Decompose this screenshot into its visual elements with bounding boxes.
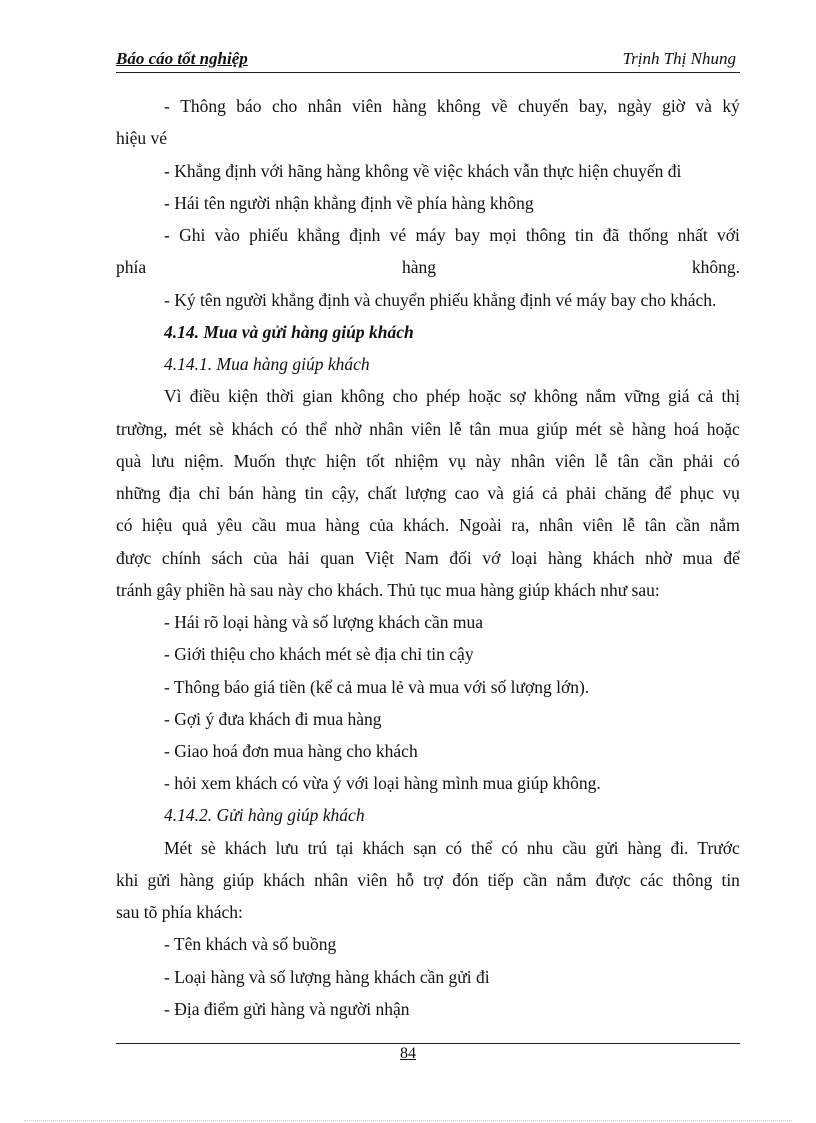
list-item: - Giao hoá đơn mua hàng cho khách: [164, 741, 418, 761]
word: hoặc: [706, 419, 740, 439]
word: nắm: [709, 515, 740, 535]
word: mọi: [489, 225, 517, 245]
word: -: [164, 96, 170, 116]
text-line: [116, 512, 740, 538]
word: sạn: [413, 838, 437, 858]
word: chăng: [604, 483, 647, 503]
list-item: - hỏi xem khách có vừa ý với loại hàng mình mua giúp không.: [164, 773, 601, 793]
word: được: [116, 548, 152, 568]
word: viên: [352, 96, 383, 116]
word: gửi: [147, 870, 171, 890]
text-line: tránh gây phiền hà sau này cho khách. Thủ tục mua hàng giúp khách như sau:: [116, 580, 660, 600]
word: ký: [722, 96, 740, 116]
word: có: [281, 419, 298, 439]
word: trường,: [116, 419, 168, 439]
word: gửi: [595, 838, 619, 858]
list-item: - Thông báo giá tiền (kể cả mua lẻ và mua với số lượng lớn).: [164, 677, 590, 697]
word: mét: [575, 419, 602, 439]
word: vớ: [482, 548, 501, 568]
word: hàng: [325, 515, 360, 535]
word: gian: [302, 386, 333, 406]
word: nhiệm: [394, 451, 439, 471]
word: thể: [471, 838, 493, 858]
word: Ghi: [179, 225, 206, 245]
word: chất: [367, 483, 397, 503]
word: bán: [228, 483, 254, 503]
word: phục: [679, 483, 714, 503]
list-item: - Giới thiệu cho khách mét sè địa chỉ tin cậy: [164, 644, 474, 664]
list-item: - Loại hàng và số lượng hàng khách cần gửi đi: [164, 967, 490, 987]
word: lễ: [622, 515, 636, 535]
word: ra,: [511, 515, 530, 535]
word: thời: [266, 386, 295, 406]
word: hàng: [631, 419, 666, 439]
word: nhân: [510, 451, 546, 471]
word: điều: [189, 386, 220, 406]
subsection-heading: 4.14.2. Gửi hàng giúp khách: [164, 805, 365, 825]
word: bay: [454, 225, 481, 245]
word: chuyến: [517, 96, 569, 116]
word: tân: [644, 515, 667, 535]
word: hoặc: [468, 386, 502, 406]
word: tốt: [366, 451, 385, 471]
word: mua: [682, 548, 713, 568]
word: sè: [609, 419, 625, 439]
word: giá: [668, 386, 690, 406]
section-heading: 4.14. Mua và gửi hàng giúp khách: [164, 322, 414, 342]
word: viên: [411, 419, 442, 439]
word: viên: [554, 451, 586, 471]
word: nhân: [538, 515, 574, 535]
word: cho: [271, 96, 298, 116]
text-line: [116, 867, 740, 893]
word: khách: [592, 548, 635, 568]
word: khách: [362, 838, 405, 858]
footer-rule: [116, 1043, 740, 1044]
word: cả: [697, 386, 714, 406]
list-item: - Địa điểm gửi hàng và người nhận: [164, 999, 410, 1019]
word: vững: [624, 386, 660, 406]
header-title: Báo cáo tốt nghiệp: [116, 49, 248, 68]
header-author: Trịnh Thị Nhung: [622, 49, 736, 68]
word: tin: [721, 870, 740, 890]
word: hỗ: [396, 870, 414, 890]
word: cần: [675, 515, 701, 535]
list-item: - Hái rõ loại hàng và số lượng khách cần mua: [164, 612, 484, 632]
word: phép: [426, 386, 461, 406]
word: nhờ: [334, 419, 362, 439]
word: thị: [721, 386, 740, 406]
word: hàng: [179, 870, 214, 890]
word: -: [164, 225, 170, 245]
word: định: [349, 225, 381, 245]
word: quả: [181, 515, 208, 535]
page-edge-divider: [24, 1120, 792, 1121]
word: có: [116, 515, 133, 535]
word: sè: [201, 838, 216, 858]
word: phải: [683, 451, 714, 471]
page-header: [116, 46, 740, 73]
word: phiếu: [249, 225, 288, 245]
text-line: [116, 480, 740, 506]
text-line: hiệu vé: [116, 128, 168, 148]
word: địa: [168, 483, 191, 503]
word: có: [723, 451, 740, 471]
word: giúp: [222, 870, 255, 890]
word: lễ: [595, 451, 608, 471]
word: tại: [335, 838, 354, 858]
word: đón: [452, 870, 479, 890]
word: không: [533, 386, 578, 406]
word: thông: [525, 225, 566, 245]
list-item: - Gợi ý đưa khách đi mua hàng: [164, 709, 382, 729]
word: hàng: [627, 838, 662, 858]
word: với: [717, 225, 740, 245]
word: về: [491, 96, 508, 116]
word: Việt: [364, 548, 395, 568]
word: tân: [617, 451, 639, 471]
text-line: sau tõ phía khách:: [116, 902, 243, 922]
word: khách: [231, 419, 274, 439]
word: nhất: [677, 225, 708, 245]
word: hàng: [262, 483, 297, 503]
word: hàng: [401, 257, 437, 277]
word: cần: [648, 451, 674, 471]
word: Thông: [180, 96, 226, 116]
word: sè: [209, 419, 224, 439]
word: và: [695, 96, 712, 116]
word: mua: [498, 419, 529, 439]
word: ngày: [617, 96, 652, 116]
word: trú: [307, 838, 328, 858]
word: yêu: [216, 515, 243, 535]
word: mua: [285, 515, 316, 535]
word: những: [116, 483, 161, 503]
word: và: [487, 483, 504, 503]
word: để: [654, 483, 672, 503]
word: Muốn: [233, 451, 276, 471]
word: phải: [566, 483, 597, 503]
word: khi: [116, 870, 139, 890]
word: hiệu: [142, 515, 173, 535]
word: cậy,: [331, 483, 360, 503]
word: Trước: [697, 838, 740, 858]
word: máy: [415, 225, 446, 245]
word: đối: [449, 548, 472, 568]
word: lưu: [151, 451, 175, 471]
word: hàng: [547, 548, 582, 568]
word: thống: [628, 225, 669, 245]
text-line: - Hái tên người nhận khẳng định về phía hàng không: [164, 193, 534, 213]
word: báo: [236, 96, 262, 116]
text-line: [164, 222, 740, 248]
word: để: [723, 548, 740, 568]
text-line: [116, 254, 740, 280]
text-line: [116, 545, 740, 571]
word: lượng: [405, 483, 447, 503]
word: cả: [542, 483, 558, 503]
text-line: [164, 93, 740, 119]
word: không: [436, 96, 481, 116]
word: vụ: [722, 483, 740, 503]
word: quan: [320, 548, 355, 568]
word: sách: [211, 548, 243, 568]
word: nhờ: [645, 548, 672, 568]
word: thực: [285, 451, 317, 471]
word: khẳng: [297, 225, 341, 245]
text-line: [164, 383, 740, 409]
word: của: [369, 515, 394, 535]
word: không.: [691, 257, 740, 277]
word: phía: [116, 257, 147, 277]
word: giúp: [536, 419, 568, 439]
word: mét: [175, 419, 202, 439]
word: Vì: [164, 386, 182, 406]
word: Mét: [164, 838, 193, 858]
word: các: [640, 870, 664, 890]
word: của: [253, 548, 278, 568]
word: cầu: [251, 515, 277, 535]
word: tin: [304, 483, 324, 503]
text-line: - Ký tên người khẳng định và chuyển phiếu khẳng định vé máy bay cho khách.: [164, 290, 717, 310]
word: khách: [263, 870, 305, 890]
word: đã: [602, 225, 620, 245]
word: khách.: [403, 515, 450, 535]
word: tân: [469, 419, 491, 439]
word: viên: [582, 515, 613, 535]
word: không: [340, 386, 385, 406]
word: chính: [161, 548, 201, 568]
word: được: [595, 870, 631, 890]
text-line: - Khẳng định với hãng hàng không về việc khách vẫn thực hiện chuyến đi: [164, 161, 682, 181]
word: vụ: [448, 451, 466, 471]
word: thể: [305, 419, 327, 439]
word: vào: [214, 225, 240, 245]
word: hoá: [673, 419, 699, 439]
word: cho: [392, 386, 418, 406]
word: nắm: [556, 870, 587, 890]
page-number: 84: [400, 1045, 416, 1062]
word: cao: [454, 483, 479, 503]
word: thông: [672, 870, 713, 890]
word: hàng: [392, 96, 427, 116]
word: trợ: [423, 870, 444, 890]
word: sợ: [509, 386, 526, 406]
word: có: [501, 838, 518, 858]
word: vé: [389, 225, 407, 245]
word: cần: [522, 870, 548, 890]
word: quà: [116, 451, 142, 471]
text-line: [164, 835, 740, 861]
word: lễ: [448, 419, 462, 439]
word: nhu: [526, 838, 554, 858]
word: bay,: [578, 96, 608, 116]
word: này: [475, 451, 502, 471]
word: niệm.: [184, 451, 224, 471]
word: có: [445, 838, 463, 858]
word: lưu: [275, 838, 299, 858]
word: loại: [511, 548, 538, 568]
word: nắm: [585, 386, 616, 406]
text-line: [116, 416, 740, 442]
word: tin: [574, 225, 594, 245]
word: giờ: [662, 96, 686, 116]
word: viên: [357, 870, 388, 890]
subsection-heading: 4.14.1. Mua hàng giúp khách: [164, 354, 370, 374]
word: nhân: [307, 96, 342, 116]
word: Ngoài: [458, 515, 502, 535]
word: đi.: [670, 838, 689, 858]
word: chỉ: [198, 483, 221, 503]
word: giá: [512, 483, 534, 503]
word: nhân: [314, 870, 349, 890]
word: kiện: [228, 386, 259, 406]
word: tiếp: [487, 870, 514, 890]
word: hiện: [326, 451, 357, 471]
text-line: [116, 448, 740, 474]
word: hải: [288, 548, 310, 568]
word: khách: [224, 838, 267, 858]
word: nhân: [369, 419, 404, 439]
list-item: - Tên khách và số buồng: [164, 934, 337, 954]
word: cầu: [562, 838, 587, 858]
word: Nam: [404, 548, 439, 568]
